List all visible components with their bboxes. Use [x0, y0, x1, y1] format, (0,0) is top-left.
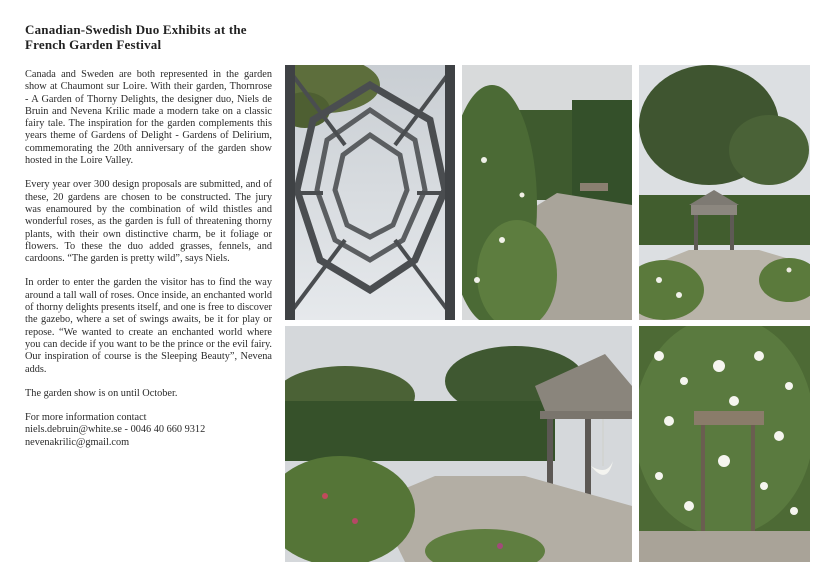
contact-block: [25, 412, 272, 449]
article-paragraph-1: Canada and Sweden are both represented in the garden show at Chaumont sur Loire. With their garden, Thornrose - A Garden of Thorny Delights, the designer duo, Niels de Bruin and Nevena Krilic made a modern take on a classic fairy tale. The inspiration for the garden complements this years theme of Gardens of Delight - Gardens of Delirium, commemorating the 20th anniversary of the garden show hosted in the Loire Valley.: [25, 69, 272, 167]
photo-gazebo-tree: [639, 65, 810, 320]
article-text-column: [25, 22, 272, 461]
article-title: Canadian-Swedish Duo Exhibits at the French Garden Festival: [25, 22, 247, 52]
contact-phone-email: niels.debruin@white.se - 0046 40 660 9312: [25, 424, 206, 436]
photo-white-roses: [639, 326, 810, 562]
contact-email: nevenakrilic@gmail.com: [25, 436, 130, 448]
contact-heading: For more information contact: [25, 412, 147, 424]
photo-hedge-path: [462, 65, 632, 320]
article-paragraph-4: The garden show is on until October.: [25, 387, 178, 399]
photo-pergola-from-below: [285, 65, 455, 320]
photo-gazebo-swing-wide: [285, 326, 632, 562]
article-paragraph-3: In order to enter the garden the visitor has to find the way around a tall wall of roses. Once inside, an enchanted world of thorny delights presents itself, and one is free to discover the gazebo, where a set of swings awaits, be it for play or repose. “We wanted to create an enchanted world where you can decide if you want to be the prince or the evil fairy. Our inspiration of course is the Sleeping Beauty”, Nevena adds.: [25, 277, 272, 375]
article-paragraph-2: Every year over 300 design proposals are submitted, and of these, 20 gardens are chosen to be constructed. The jury was enamoured by the combination of wild thistles and wonderful roses, as the garden is full of threatening thorny plants, with their own distinctive charm, be it foliage or flowers. To these the duo added grasses, fennels, and cardoons. “The garden is pretty wild”, says Niels.: [25, 179, 272, 265]
